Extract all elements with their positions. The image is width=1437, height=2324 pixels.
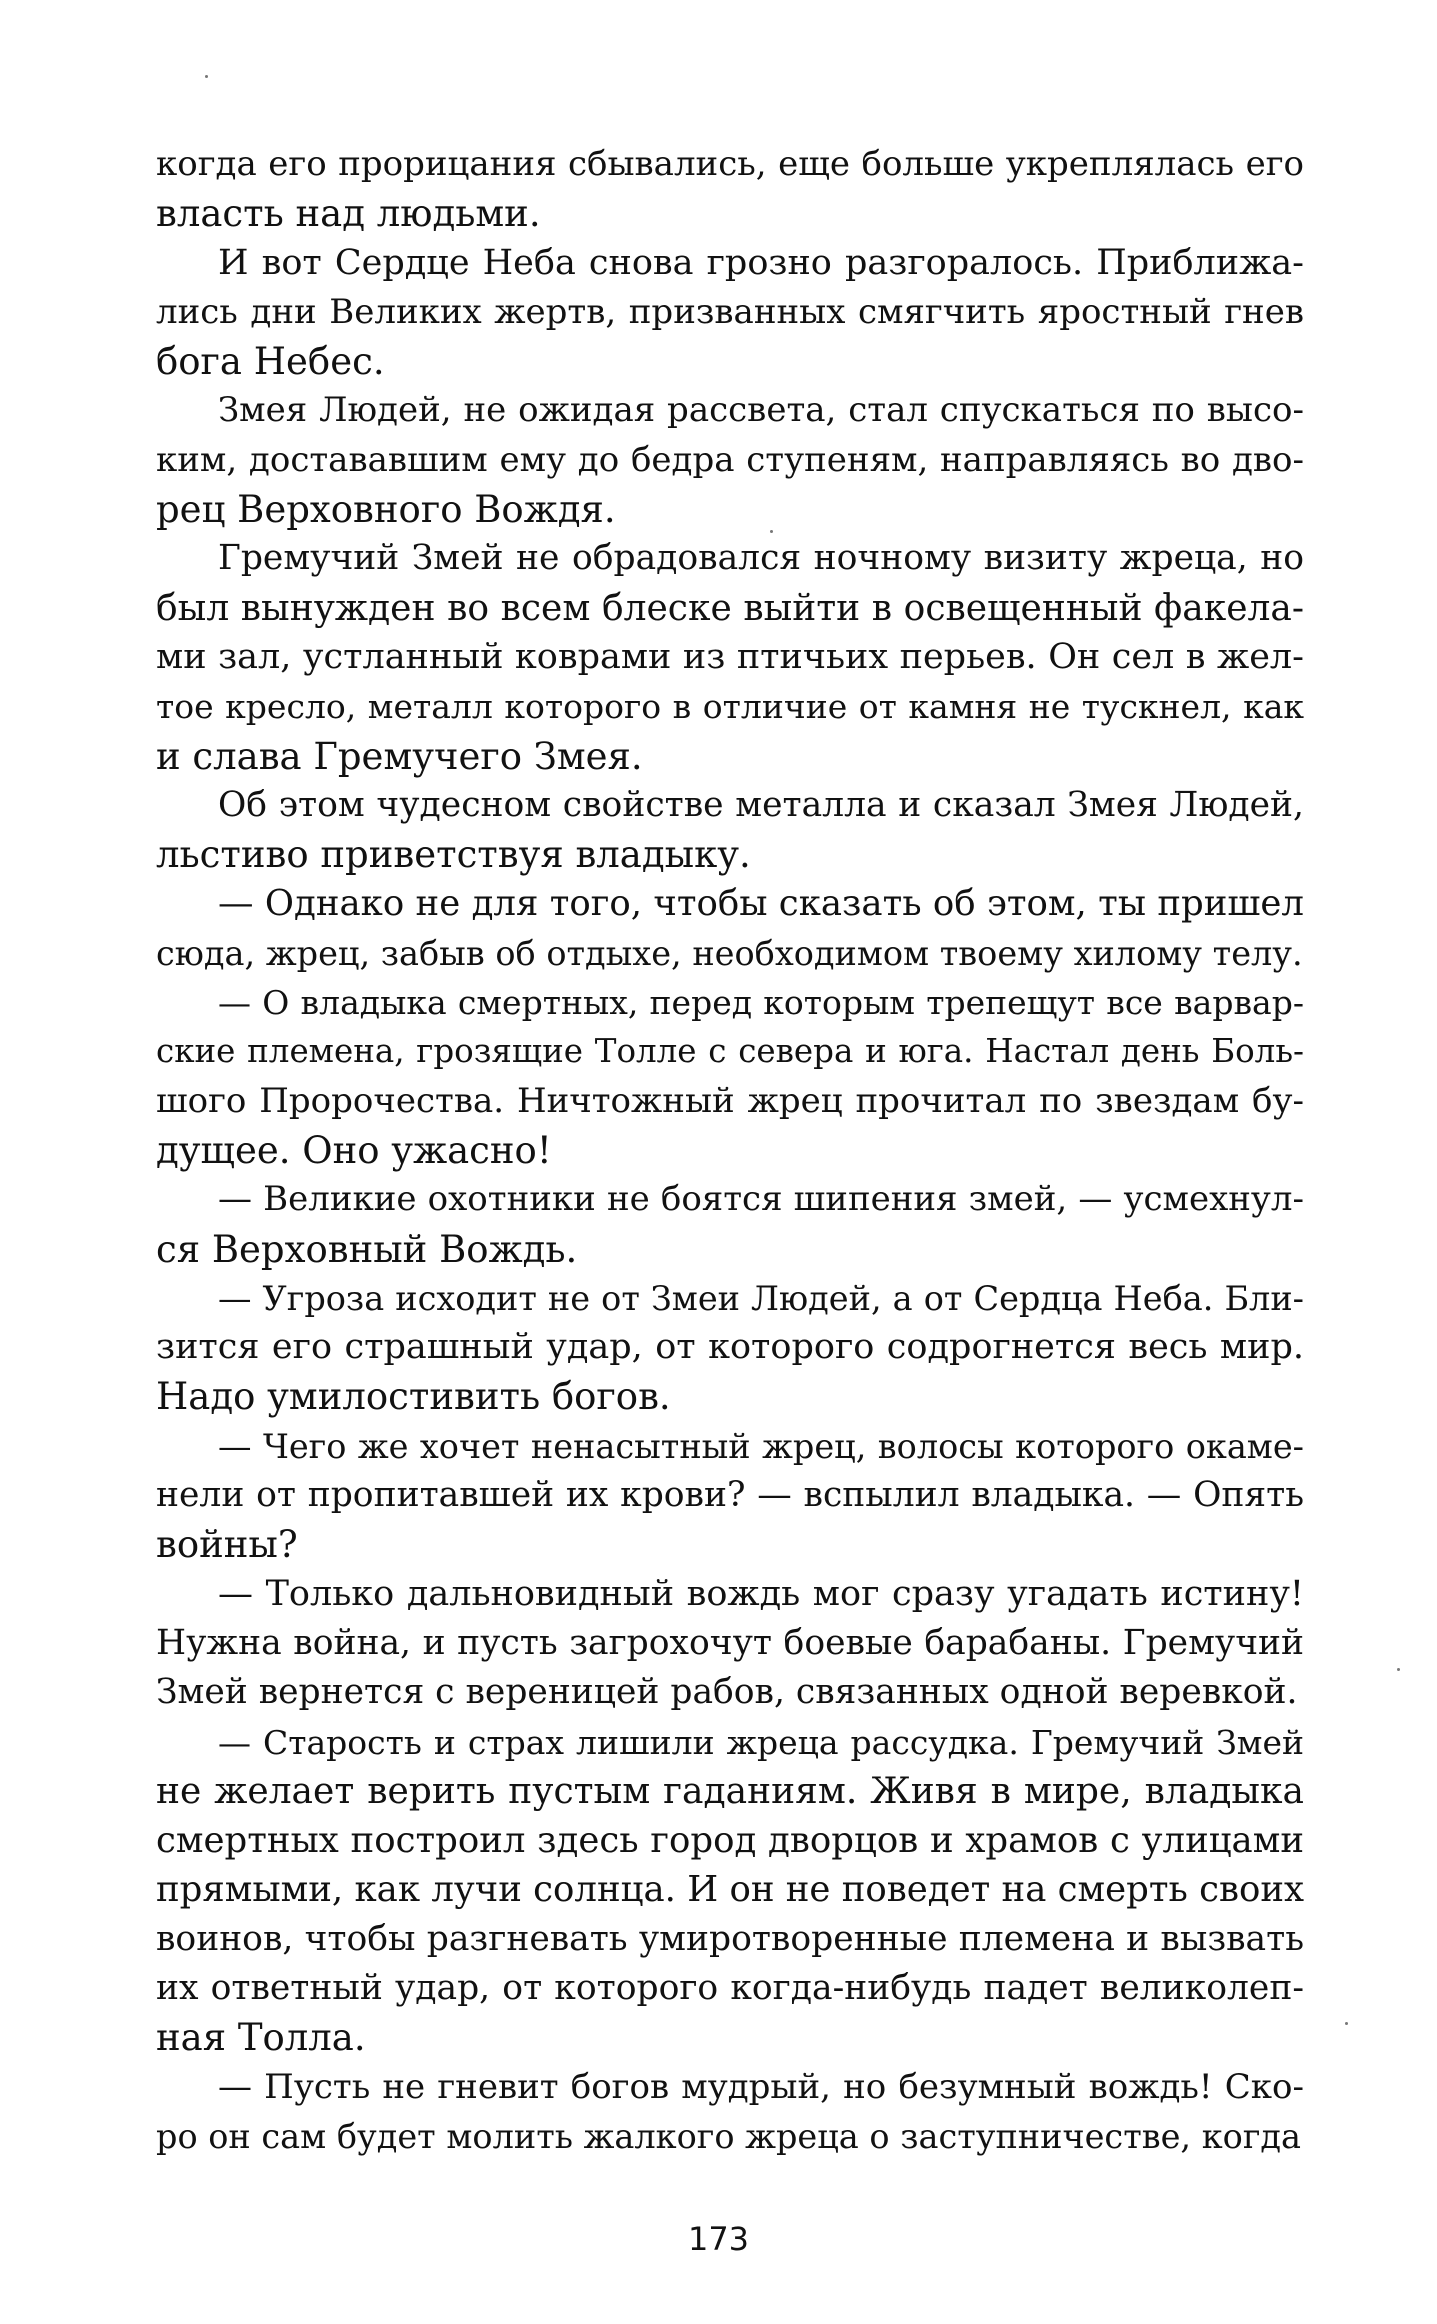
text-line: их ответный удар, от которого когда-нибудь падет великолеп- <box>156 1967 1304 2008</box>
text-line: сюда, жрец, забыв об отдыхе, необходимом твоему хилому телу. <box>156 933 1303 973</box>
text-line: — Только дальновидный вождь мог сразу угадать истину! <box>218 1573 1304 1614</box>
text-line: — Чего же хочет ненасытный жрец, волосы которого окаме- <box>218 1426 1304 1466</box>
text-line: когда его прорицания сбывались, еще больше укреплялась его <box>156 144 1304 184</box>
text-line: ми зал, устланный коврами из птичьих перьев. Он сел в жел- <box>156 636 1304 677</box>
text-line: Нужна война, и пусть загрохочут боевые барабаны. Гремучий <box>156 1622 1304 1663</box>
text-line: ро он сам будет молить жалкого жреца о заступничестве, когда <box>156 2116 1301 2156</box>
text-line: — Однако не для того, чтобы сказать об этом, ты пришел <box>218 883 1304 925</box>
text-line: шого Пророчества. Ничтожный жрец прочитал по звездам бу- <box>156 1080 1304 1121</box>
text-line: прямыми, как лучи солнца. И он не поведет на смерть своих <box>156 1869 1304 1911</box>
text-line: льстиво приветствуя владыку. <box>156 833 751 877</box>
text-line: власть над людьми. <box>156 192 541 236</box>
text-line: не желает верить пустым гаданиям. Живя в мире, владыка <box>156 1770 1304 1812</box>
paragraph <box>156 879 1304 978</box>
text-line: ная Толла. <box>156 2016 366 2060</box>
text-line: ся Верховный Вождь. <box>156 1227 578 1271</box>
text-line: бога Небес. <box>156 340 385 384</box>
text-line: Надо умилостивить богов. <box>156 1375 671 1419</box>
text-line: Об этом чудесном свойстве металла и сказал Змея Людей, <box>218 784 1304 825</box>
text-line: ские племена, грозящие Толле с севера и юга. Настал день Боль- <box>156 1032 1304 1071</box>
text-line: — О владыка смертных, перед которым трепещут все варвар- <box>218 983 1304 1023</box>
paragraph <box>156 1570 1304 1718</box>
paragraph <box>156 239 1304 387</box>
text-line: Змей вернется с вереницей рабов, связанных одной веревкой. <box>156 1672 1298 1713</box>
text-line: ким, достававшим ему до бедра ступеням, направляясь во дво- <box>156 439 1304 480</box>
paragraph <box>156 1422 1304 1570</box>
text-line: тое кресло, металл которого в отличие от камня не тускнел, как <box>156 687 1304 727</box>
scan-speck <box>205 75 208 78</box>
paragraph <box>156 386 1304 534</box>
text-line: зится его страшный удар, от которого содрогнется весь мир. <box>156 1327 1304 1368</box>
paragraph <box>156 1175 1304 1274</box>
text-line: войны? <box>156 1523 298 1567</box>
text-line: — Угроза исходит не от Змеи Людей, а от Сердца Неба. Бли- <box>218 1278 1304 1318</box>
text-line: — Великие охотники не боятся шипения змей, — усмехнул- <box>218 1179 1304 1220</box>
paragraph <box>156 781 1304 880</box>
text-line: Змея Людей, не ожидая рассвета, стал спускаться по высо- <box>218 390 1304 431</box>
text-line: — Пусть не гневит богов мудрый, но безумный вождь! Ско- <box>218 2066 1304 2107</box>
page-number: 173 <box>687 2220 750 2258</box>
scan-speck <box>1397 1668 1400 1671</box>
text-line: И вот Сердце Неба снова грозно разгоралось. Приближа- <box>218 242 1304 283</box>
paragraph <box>156 978 1304 1175</box>
text-line: воинов, чтобы разгневать умиротворенные племена и вызвать <box>156 1918 1304 1959</box>
text-line: — Старость и страх лишили жреца рассудка. Гремучий Змей <box>218 1722 1304 1762</box>
paragraph <box>156 1718 1304 2063</box>
paragraph <box>156 1274 1304 1422</box>
paragraph <box>156 2063 1304 2162</box>
paragraph <box>156 534 1304 780</box>
text-line: дущее. Оно ужасно! <box>156 1128 552 1172</box>
scan-speck <box>770 530 773 533</box>
text-line: рец Верховного Вождя. <box>156 488 616 532</box>
text-line: смертных построил здесь город дворцов и храмов с улицами <box>156 1820 1304 1862</box>
text-line: Гремучий Змей не обрадовался ночному визиту жреца, но <box>218 538 1304 579</box>
page-text <box>156 140 1304 2161</box>
text-line: нели от пропитавшей их крови? — вспылил владыка. — Опять <box>156 1475 1304 1516</box>
text-line: и слава Гремучего Змея. <box>156 734 643 778</box>
scan-speck <box>1345 2022 1348 2025</box>
text-line: был вынужден во всем блеске выйти в освещенный факела- <box>156 587 1304 629</box>
paragraph <box>156 140 1304 239</box>
text-line: лись дни Великих жертв, призванных смягчить яростный гнев <box>156 291 1304 332</box>
